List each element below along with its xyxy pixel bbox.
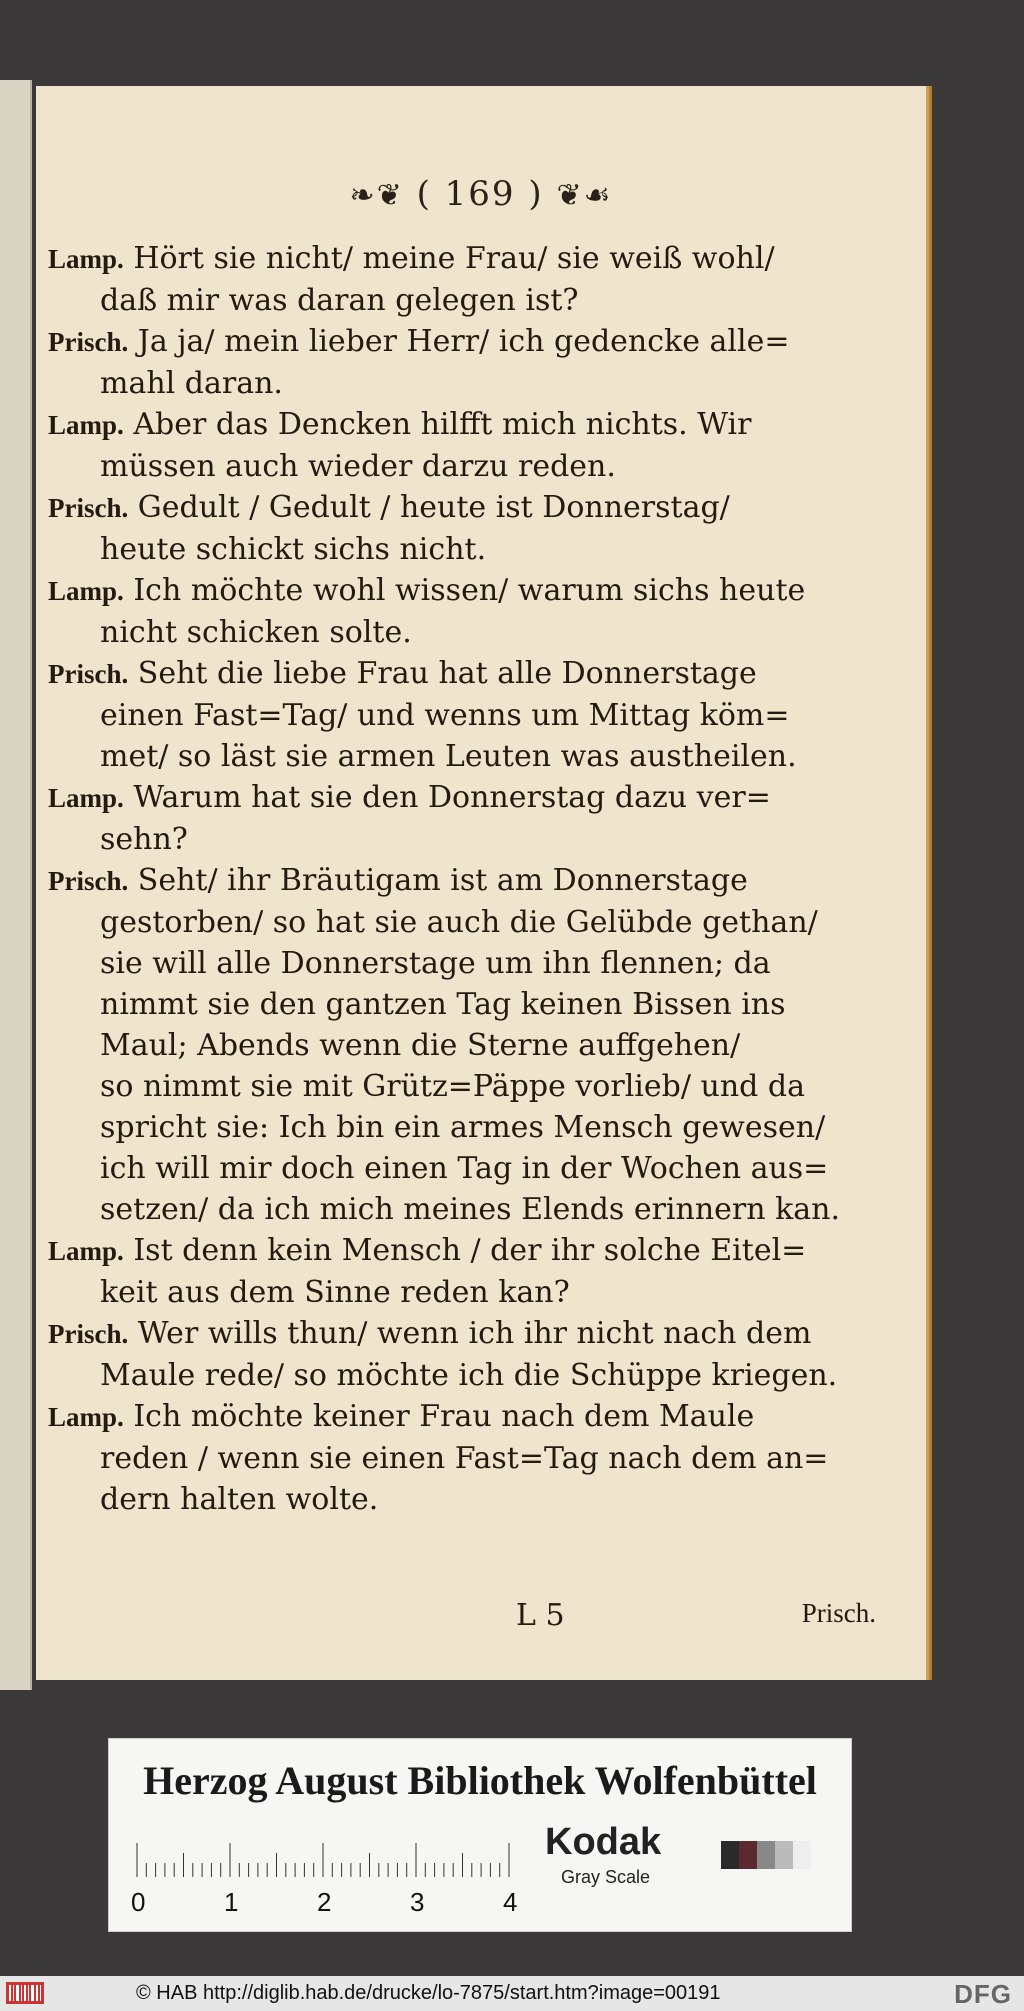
line-text: Hört sie nicht/ meine Frau/ sie weiß wohl/ [133,241,775,276]
text-line [48,943,878,984]
speaker-name: Prisch. [48,659,129,689]
page-number: ( 169 ) [416,174,544,214]
text-line [48,1230,878,1272]
text-line [48,653,878,695]
left-ornament-icon: ❧❦ [349,178,404,213]
line-text: mahl daran. [100,366,283,401]
library-name: Herzog August Bibliothek Wolfenbüttel [143,1758,817,1803]
line-text: Maul; Abends wenn die Sterne auffgehen/ [100,1028,741,1063]
speaker-name: Lamp. [48,576,124,606]
speech [48,1313,878,1396]
text-line [48,529,878,570]
catchword: Prisch. [801,1598,876,1628]
line-text: Aber das Dencken hilfft mich nichts. Wir [133,407,752,442]
line-text: so nimmt sie mit Grütz=Päppe vorlieb/ und da [100,1069,805,1104]
text-line [48,1313,878,1355]
text-line [48,280,878,321]
page-number-header [36,174,926,214]
line-text: Warum hat sie den Donnerstag dazu ver= [133,780,771,815]
ruler-number: 0 [131,1887,146,1917]
text-line [48,1438,878,1479]
text-line [48,612,878,653]
line-text: spricht sie: Ich bin ein armes Mensch gewesen/ [100,1110,826,1145]
text-line [48,984,878,1025]
text-line [48,777,878,819]
line-text: nimmt sie den gantzen Tag keinen Bissen ins [100,987,786,1022]
text-line [48,736,878,777]
speaker-name: Lamp. [48,1402,124,1432]
line-text: met/ so läst sie armen Leuten was austheilen. [100,739,797,774]
ruler-number: 2 [317,1887,332,1917]
speech [48,860,878,1230]
adjacent-page-strip [0,80,32,1690]
gray-scale-patches [721,1841,811,1869]
speaker-name: Prisch. [48,493,129,523]
text-line [48,860,878,902]
line-text: Ich möchte wohl wissen/ warum sichs heute [133,573,806,608]
line-text: daß mir was daran gelegen ist? [100,283,579,318]
speech [48,777,878,860]
text-line [48,819,878,860]
ruler-number: 1 [224,1887,239,1917]
book-page [36,86,926,1680]
page-footer-line [76,1598,876,1642]
text-line [48,1107,878,1148]
line-text: sie will alle Donnerstage um ihn flennen; da [100,946,771,981]
ruler-number: 4 [503,1887,518,1917]
line-text: Wer wills thun/ wenn ich ihr nicht nach dem [137,1316,812,1351]
line-text: heute schickt sichs nicht. [100,532,487,567]
text-line [48,363,878,404]
text-line [48,570,878,612]
measurement-ruler [133,1833,613,1923]
line-text: setzen/ da ich mich meines Elends erinnern kan. [100,1192,841,1227]
speech [48,487,878,570]
speech [48,1230,878,1313]
text-line [48,1272,878,1313]
line-text: Ich möchte keiner Frau nach dem Maule [133,1399,755,1434]
speaker-name: Prisch. [48,866,129,896]
footer-bar [0,1976,1024,2011]
text-line [48,1396,878,1438]
speech [48,238,878,321]
line-text: sehn? [100,822,188,857]
speech [48,1396,878,1520]
text-line [48,238,878,280]
line-text: dern halten wolte. [100,1482,379,1517]
line-text: reden / wenn sie einen Fast=Tag nach dem an= [100,1441,829,1476]
line-text: keit aus dem Sinne reden kan? [100,1275,570,1310]
text-line [48,321,878,363]
text-line [48,1025,878,1066]
line-text: ich will mir doch einen Tag in der Wochen aus= [100,1151,829,1186]
signature-mark: L 5 [516,1598,565,1633]
text-line [48,1355,878,1396]
kodak-logo: Kodak [545,1821,662,1863]
text-line [48,1189,878,1230]
speech [48,653,878,777]
line-text: Ist denn kein Mensch / der ihr solche Eitel= [133,1233,807,1268]
text-line [48,446,878,487]
copyright-url[interactable]: © HAB http://diglib.hab.de/drucke/lo-7875/start.htm?image=00191 [136,1982,721,2004]
speaker-name: Prisch. [48,1319,129,1349]
line-text: Seht/ ihr Bräutigam ist am Donnerstage [137,863,748,898]
speaker-name: Lamp. [48,410,124,440]
color-calibration-card [108,1738,852,1932]
line-text: Seht die liebe Frau hat alle Donnerstage [137,656,757,691]
speaker-name: Lamp. [48,244,124,274]
speaker-name: Prisch. [48,327,129,357]
line-text: müssen auch wieder darzu reden. [100,449,616,484]
dialogue-text [48,238,878,1520]
text-line [48,487,878,529]
line-text: Gedult / Gedult / heute ist Donnerstag/ [137,490,730,525]
speech [48,570,878,653]
right-ornament-icon: ❦☙ [556,178,613,213]
line-text: gestorben/ so hat sie auch die Gelübde gethan/ [100,905,818,940]
text-line [48,1148,878,1189]
barcode-icon [6,1982,44,2004]
speaker-name: Lamp. [48,783,124,813]
text-line [48,404,878,446]
gray-scale-label: Gray Scale [561,1867,651,1887]
speech [48,321,878,404]
speech [48,404,878,487]
speaker-name: Lamp. [48,1236,124,1266]
ruler-number: 3 [410,1887,425,1917]
line-text: Ja ja/ mein lieber Herr/ ich gedencke alle= [137,324,790,359]
text-line [48,1479,878,1520]
text-line [48,695,878,736]
line-text: einen Fast=Tag/ und wenns um Mittag köm= [100,698,790,733]
line-text: nicht schicken solte. [100,615,412,650]
dfg-logo: DFG [954,1979,1012,2009]
text-line [48,902,878,943]
text-line [48,1066,878,1107]
line-text: Maule rede/ so möchte ich die Schüppe kriegen. [100,1358,838,1393]
